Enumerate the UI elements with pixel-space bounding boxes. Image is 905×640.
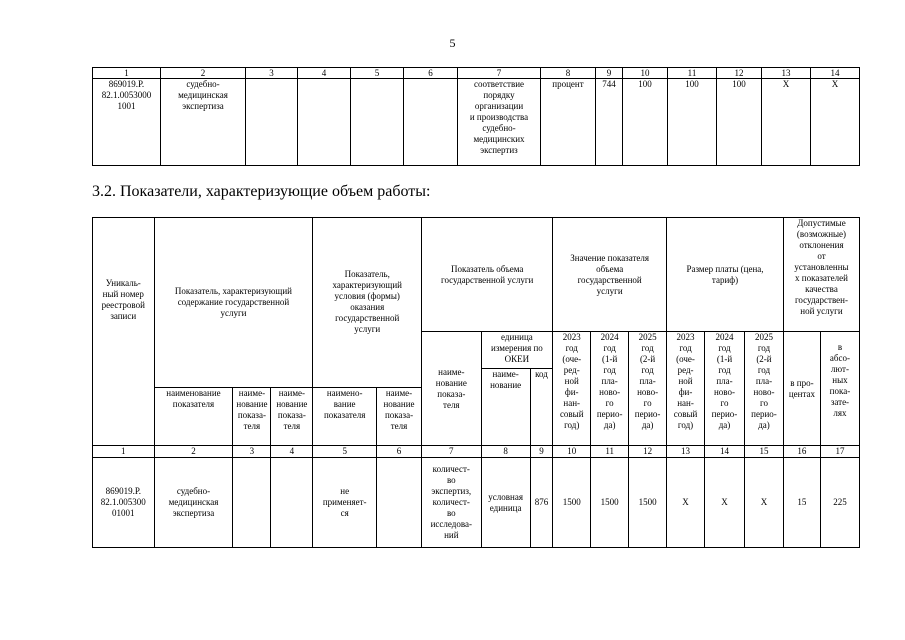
table-cell: 100 xyxy=(623,79,668,166)
table-cell: наименование показателя xyxy=(154,387,233,445)
table-cell xyxy=(246,79,298,166)
table-cell: 10 xyxy=(553,445,591,457)
header-content: Показатель, характеризующий содержание государственной услуги xyxy=(154,218,313,388)
table-cell: 3 xyxy=(246,68,298,79)
table-cell: наиме- нование показа- теля xyxy=(233,387,271,445)
table-cell: 2023 год (оче- ред- ной фи- нан- совый год) xyxy=(553,332,591,445)
table-cell: 2 xyxy=(161,68,246,79)
header-unit-name: наиме- нование xyxy=(481,369,530,446)
header-percent: в про- центах xyxy=(783,332,820,445)
table-cell: 13 xyxy=(667,445,705,457)
table-cell: 1500 xyxy=(591,458,629,548)
table-cell: 14 xyxy=(811,68,860,79)
registry-number: 869019.Р. 82.1.0053000 1001 xyxy=(93,79,161,166)
table-cell: 15 xyxy=(744,445,783,457)
unit-code: 876 xyxy=(530,458,553,548)
table-cell xyxy=(351,79,404,166)
table-cell: 1500 xyxy=(629,458,667,548)
unit-code: 744 xyxy=(596,79,623,166)
table-cell: 7 xyxy=(422,445,481,457)
table-row xyxy=(93,458,860,548)
table-cell xyxy=(233,458,271,548)
quality-indicators-table-continuation xyxy=(92,67,860,166)
column-number-row xyxy=(93,445,860,457)
condition-indicator: не применяет- ся xyxy=(313,458,377,548)
table-cell: 2023 год (оче- ред- ной фи- нан- совый год) xyxy=(667,332,705,445)
table-cell: 16 xyxy=(783,445,820,457)
table-cell: 9 xyxy=(596,68,623,79)
table-cell: 1 xyxy=(93,445,155,457)
table-cell xyxy=(404,79,458,166)
table-cell: 3 xyxy=(233,445,271,457)
table-cell: 12 xyxy=(629,445,667,457)
header-value: Значение показателя объема государственной услуги xyxy=(553,218,667,332)
column-number-row xyxy=(93,68,860,79)
table-cell: 17 xyxy=(820,445,859,457)
header-absolute: в абсо- лют- ных пока- зате- лях xyxy=(820,332,859,445)
table-cell: X xyxy=(744,458,783,548)
header-indicator-name: наиме- нование показа- теля xyxy=(422,332,481,445)
table-cell: 100 xyxy=(668,79,717,166)
unit-name: процент xyxy=(541,79,596,166)
table-cell: 2025 год (2-й год пла- ново- го перио- да) xyxy=(744,332,783,445)
table-cell: 2025 год (2-й год пла- ново- го перио- да) xyxy=(629,332,667,445)
table-cell: 12 xyxy=(717,68,762,79)
table-cell: 4 xyxy=(298,68,351,79)
table-cell xyxy=(298,79,351,166)
page-number: 5 xyxy=(449,36,456,50)
table-cell: 4 xyxy=(271,445,313,457)
table-cell: 2 xyxy=(154,445,233,457)
table-cell: 1 xyxy=(93,68,161,79)
header-deviation: Допустимые (возможные) отклонения от установленны х показателей качества государствен- ной услуги xyxy=(783,218,859,332)
header-unit: единица измерения по ОКЕИ xyxy=(481,332,553,369)
table-row xyxy=(93,79,860,166)
table-cell: 8 xyxy=(481,445,530,457)
table-cell: наиме- нование показа- теля xyxy=(271,387,313,445)
table-cell: 225 xyxy=(820,458,859,548)
table-cell: 100 xyxy=(717,79,762,166)
table-cell: X xyxy=(811,79,860,166)
table-cell: X xyxy=(705,458,745,548)
table-cell: 6 xyxy=(376,445,421,457)
table-cell: X xyxy=(762,79,811,166)
table-cell: X xyxy=(667,458,705,548)
unit-name: условная единица xyxy=(481,458,530,548)
table-cell: 10 xyxy=(623,68,668,79)
table-cell: наимено- вание показателя xyxy=(313,387,377,445)
table-cell: 6 xyxy=(404,68,458,79)
table-cell: 2024 год (1-й год пла- ново- го перио- да) xyxy=(705,332,745,445)
table-cell: 13 xyxy=(762,68,811,79)
header-conditions: Показатель, характеризующий условия (формы) оказания государственной услуги xyxy=(313,218,422,388)
table-cell xyxy=(376,458,421,548)
content-indicator: судебно- медицинская экспертиза xyxy=(154,458,233,548)
table-cell: 5 xyxy=(313,445,377,457)
table-cell: 7 xyxy=(458,68,541,79)
table-cell: 11 xyxy=(668,68,717,79)
table-cell: 11 xyxy=(591,445,629,457)
header-fee: Размер платы (цена, тариф) xyxy=(667,218,784,332)
registry-number: 869019.Р. 82.1.005300 01001 xyxy=(93,458,155,548)
table-cell: 1500 xyxy=(553,458,591,548)
content-indicator: судебно- медицинская экспертиза xyxy=(161,79,246,166)
table-cell: 2024 год (1-й год пла- ново- го перио- да) xyxy=(591,332,629,445)
table-cell: 8 xyxy=(541,68,596,79)
header-volume: Показатель объема государственной услуги xyxy=(422,218,553,332)
table-cell: 9 xyxy=(530,445,553,457)
quality-indicator-name: соответствие порядку организации и производства судебно- медицинских экспертиз xyxy=(458,79,541,166)
table-cell: наиме- нование показа- теля xyxy=(376,387,421,445)
header-unit-code: код xyxy=(530,369,553,446)
volume-indicators-table xyxy=(92,217,860,548)
section-heading: 3.2. Показатели, характеризующие объем работы: xyxy=(92,183,431,200)
table-cell: 15 xyxy=(783,458,820,548)
table-cell xyxy=(271,458,313,548)
table-cell: 14 xyxy=(705,445,745,457)
header-registry: Уникаль- ный номер реестровой записи xyxy=(93,218,155,446)
volume-indicator-name: количест- во экспертиз, количест- во исследова- ний xyxy=(422,458,481,548)
table-cell: 5 xyxy=(351,68,404,79)
